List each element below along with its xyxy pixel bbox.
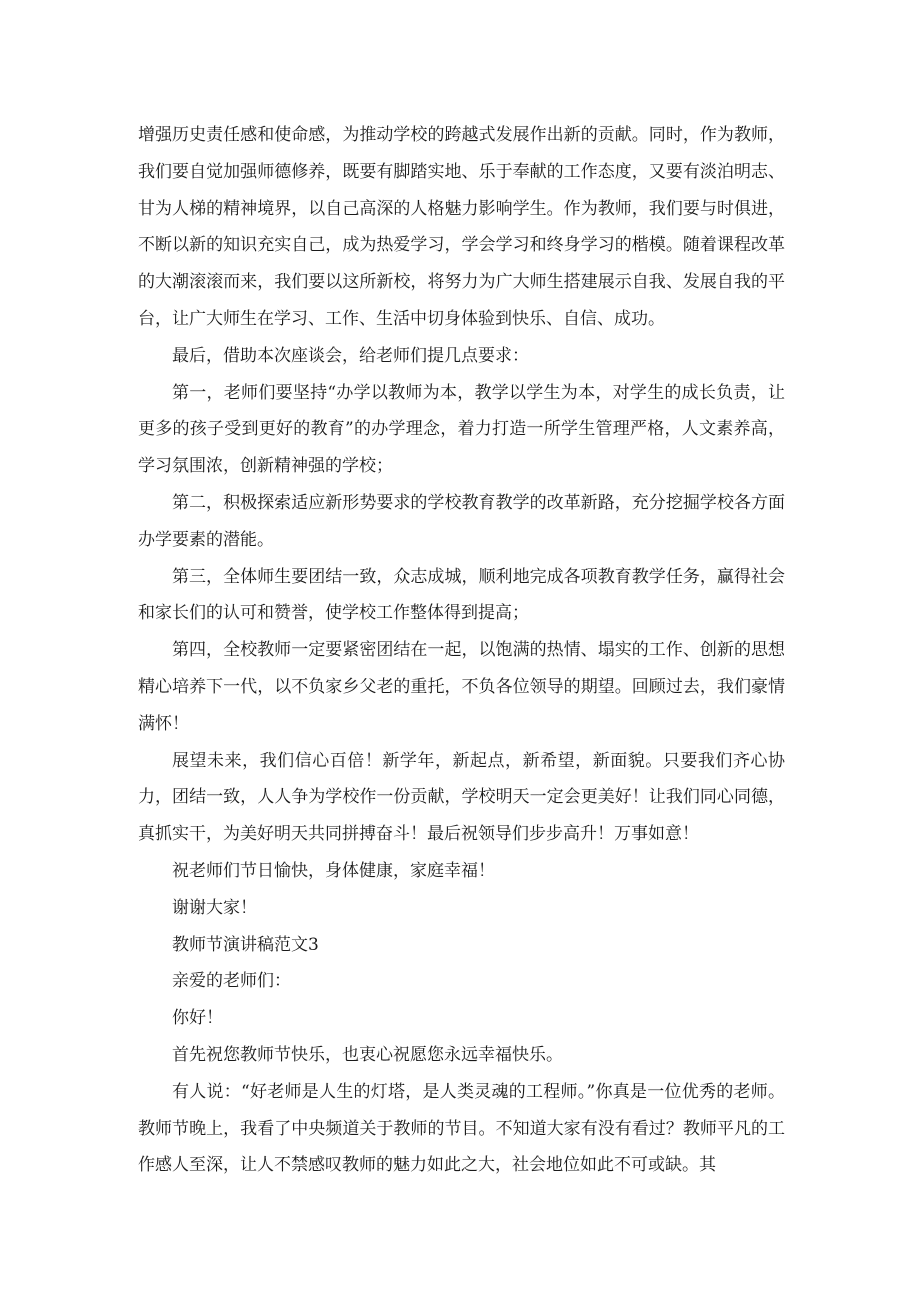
paragraph-4: 第二，积极探索适应新形势要求的学校教育教学的改革新路，充分挖掘学校各方面办学要素的潜能。 (138, 492, 785, 550)
section-heading: 教师节演讲稿范文3 (172, 934, 319, 955)
paragraph-14: 有人说：“好老师是人生的灯塔，是人类灵魂的工程师。”你真是一位优秀的老师。教师节晚上，我看了中央频道关于教师的节目。不知道大家有没有看过？教师平凡的工作感人至深，让人不禁感叹教师的魅力如此之大，社会地位如此不可或缺。其 (138, 1081, 785, 1176)
document-page (138, 117, 785, 1184)
paragraph-8: 祝老师们节日愉快，身体健康，家庭幸福！ (172, 860, 495, 881)
paragraph-9: 谢谢大家！ (172, 897, 257, 918)
paragraph-1: 增强历史责任感和使命感，为推动学校的跨越式发展作出新的贡献。同时，作为教师，我们要自觉加强师德修养，既要有脚踏实地、乐于奉献的工作态度，又要有淡泊明志、甘为人梯的精神境界，以自己高深的人格魅力影响学生。作为教师，我们要与时俱进，不断以新的知识充实自己，成为热爱学习，学会学习和终身学习的楷模。随着课程改革的大潮滚滚而来，我们要以这所新校，将努力为广大师生搭建展示自我、发展自我的平台，让广大师生在学习、工作、生活中切身体验到快乐、自信、成功。 (138, 125, 785, 329)
salutation: 亲爱的老师们： (172, 971, 291, 992)
paragraph-3: 第一，老师们要坚持“办学以教师为本，教学以学生为本，对学生的成长负责，让更多的孩子受到更好的教育”的办学理念，着力打造一所学生管理严格，人文素养高，学习氛围浓，创新精神强的学校； (138, 382, 785, 477)
greeting: 你好！ (172, 1008, 223, 1029)
paragraph-6: 第四，全校教师一定要紧密团结在一起，以饱满的热情、塌实的工作、创新的思想精心培养下一代，以不负家乡父老的重托，不负各位领导的期望。回顾过去，我们豪情满怀！ (138, 640, 785, 734)
paragraph-7: 展望未来，我们信心百倍！新学年，新起点，新希望，新面貌。只要我们齐心协力，团结一致，人人争为学校作一份贡献，学校明天一定会更美好！让我们同心同德，真抓实干，为美好明天共同拼搏奋斗！最后祝领导们步步高升！万事如意！ (138, 750, 785, 845)
paragraph-13: 首先祝您教师节快乐，也衷心祝愿您永远幸福快乐。 (172, 1044, 563, 1065)
paragraph-5: 第三，全体师生要团结一致，众志成城，顺利地完成各项教育教学任务，赢得社会和家长们的认可和赞誉，使学校工作整体得到提高； (138, 566, 785, 624)
paragraph-2: 最后，借助本次座谈会，给老师们提几点要求： (172, 345, 529, 366)
